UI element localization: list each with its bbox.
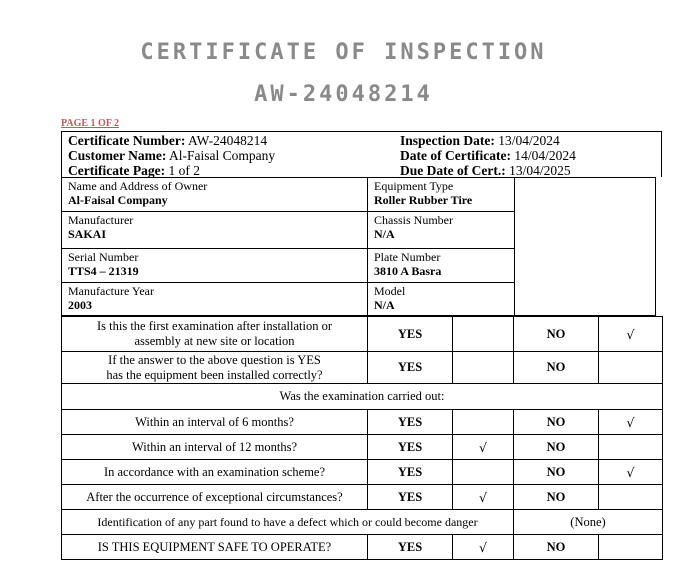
yes-label: YES (368, 460, 453, 485)
yes-label: YES (368, 317, 453, 352)
serial-number-value: TTS4 – 21319 (68, 264, 139, 278)
chassis-number-cell (368, 212, 515, 249)
question-row (62, 510, 663, 535)
yes-label: YES (368, 435, 453, 460)
no-label: NO (514, 460, 599, 485)
question-first-examination (62, 317, 368, 352)
serial-number-cell (62, 249, 368, 283)
section-header-row (62, 384, 663, 410)
certificate-date-value: 14/04/2024 (514, 148, 576, 163)
chassis-number-label: Chassis Number (374, 213, 453, 227)
yes-tick-mark: √ (453, 535, 514, 560)
customer-name-line (68, 148, 275, 164)
equipment-type-value: Roller Rubber Tire (374, 193, 473, 207)
no-tick-cell (599, 535, 663, 560)
no-label: NO (514, 352, 599, 384)
page-marker: PAGE 1 OF 2 (61, 118, 120, 129)
question-row (62, 352, 663, 384)
no-label: NO (514, 317, 599, 352)
yes-tick-cell (453, 352, 514, 384)
question-exceptional-circumstances: After the occurrence of exceptional circumstances? (62, 485, 368, 510)
serial-number-label: Serial Number (68, 250, 139, 264)
question-defect-identification: Identification of any part found to have a defect which or could become danger (62, 510, 514, 535)
manufacture-year-label: Manufacture Year (68, 284, 154, 298)
certificate-date-label: Date of Certificate: (400, 148, 511, 163)
due-date-label: Due Date of Cert.: (400, 163, 506, 178)
yes-label: YES (368, 410, 453, 435)
model-cell (368, 283, 515, 316)
no-label: NO (514, 535, 599, 560)
equipment-info-table (61, 177, 656, 316)
blank-info-cell (515, 178, 656, 316)
customer-name-value: Al-Faisal Company (169, 148, 276, 163)
certificate-number-line (68, 133, 267, 149)
no-tick-cell (599, 352, 663, 384)
question-row (62, 460, 663, 485)
defect-answer: (None) (514, 510, 663, 535)
inspection-date-line (400, 133, 560, 149)
question-row (62, 410, 663, 435)
owner-label: Name and Address of Owner (68, 179, 208, 193)
question-installed-correctly (62, 352, 368, 384)
certificate-number-label: Certificate Number: (68, 133, 186, 148)
examination-questions-table (61, 316, 663, 560)
question-text: has the equipment been installed correctly? (106, 367, 323, 382)
inspection-date-value: 13/04/2024 (498, 133, 560, 148)
equipment-type-label: Equipment Type (374, 179, 454, 193)
document-title: CERTIFICATE OF INSPECTION (140, 40, 547, 65)
manufacturer-value: SAKAI (68, 227, 107, 241)
question-examination-scheme: In accordance with an examination scheme? (62, 460, 368, 485)
equipment-type-cell (368, 178, 515, 212)
due-date-value: 13/04/2025 (509, 163, 571, 178)
certificate-page-label: Certificate Page: (68, 163, 166, 178)
certificate-code-title: AW-24048214 (254, 82, 433, 107)
question-12-months: Within an interval of 12 months? (62, 435, 368, 460)
inspection-date-label: Inspection Date: (400, 133, 495, 148)
manufacture-year-cell (62, 283, 368, 316)
manufacturer-label: Manufacturer (68, 213, 134, 227)
plate-number-value: 3810 A Basra (374, 264, 442, 278)
no-label: NO (514, 485, 599, 510)
yes-tick-cell (453, 317, 514, 352)
question-text: assembly at new site or location (134, 334, 295, 348)
manufacturer-cell (62, 212, 368, 249)
yes-tick-cell (453, 460, 514, 485)
question-row (62, 435, 663, 460)
certificate-header (61, 131, 662, 177)
plate-number-label: Plate Number (374, 250, 441, 264)
model-label: Model (374, 284, 406, 298)
certificate-page-value: 1 of 2 (168, 163, 200, 178)
no-tick-mark: √ (599, 460, 663, 485)
certificate-date-line (400, 148, 576, 164)
no-tick-cell (599, 435, 663, 460)
no-tick-cell (599, 485, 663, 510)
owner-value: Al-Faisal Company (68, 193, 168, 207)
no-label: NO (514, 435, 599, 460)
yes-tick-cell (453, 410, 514, 435)
customer-name-label: Customer Name: (68, 148, 167, 163)
certificate-number-value: AW-24048214 (187, 133, 268, 148)
question-safe-to-operate: IS THIS EQUIPMENT SAFE TO OPERATE? (62, 535, 368, 560)
question-6-months: Within an interval of 6 months? (62, 410, 368, 435)
examination-carried-out-heading: Was the examination carried out: (62, 384, 663, 410)
yes-tick-mark: √ (453, 435, 514, 460)
question-row (62, 535, 663, 560)
no-tick-mark: √ (599, 317, 663, 352)
question-text: If the answer to the above question is YES (108, 352, 321, 367)
question-row (62, 317, 663, 352)
question-text: Is this the first examination after installation or (96, 319, 332, 333)
model-value: N/A (374, 298, 395, 312)
yes-label: YES (368, 352, 453, 384)
manufacture-year-value: 2003 (68, 298, 92, 312)
yes-label: YES (368, 485, 453, 510)
yes-label: YES (368, 535, 453, 560)
yes-tick-mark: √ (453, 485, 514, 510)
no-tick-mark: √ (599, 410, 663, 435)
info-row (62, 178, 656, 212)
question-row (62, 485, 663, 510)
chassis-number-value: N/A (374, 227, 395, 241)
plate-number-cell (368, 249, 515, 283)
no-label: NO (514, 410, 599, 435)
owner-cell (62, 178, 368, 212)
